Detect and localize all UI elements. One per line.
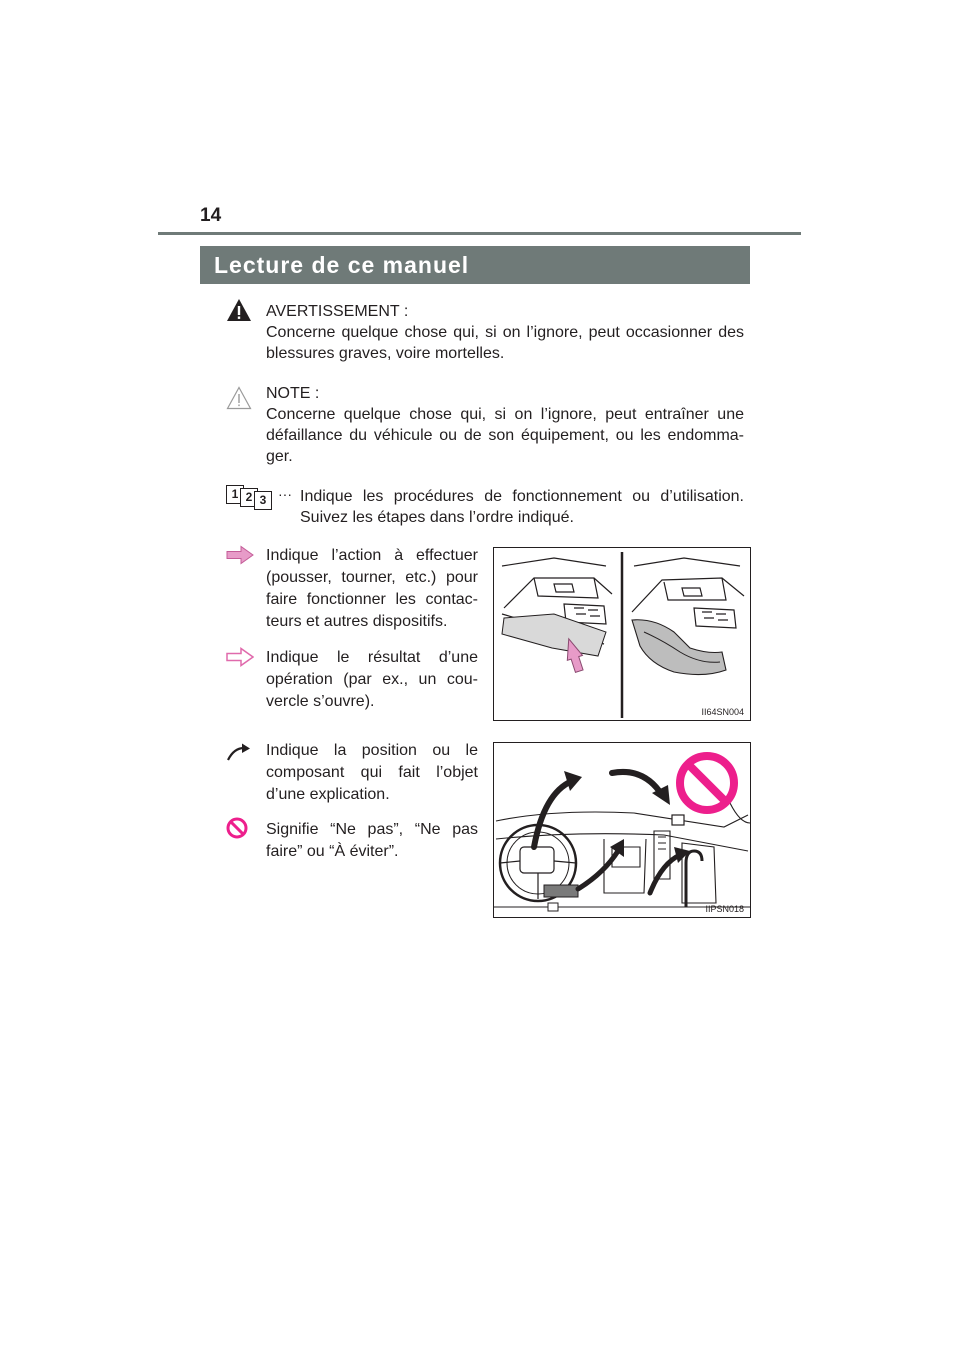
note-text: Concerne quelque chose qui, si on l’ignore, peut entraîner une défaillance du véhicule ou de son équipement, ou les endomma-ger.	[266, 406, 744, 465]
prohibition-icon	[226, 817, 248, 839]
warning-triangle-icon	[226, 298, 252, 322]
position-text: Indique la position ou le composant qui fait l’objet d’une explication.	[266, 742, 478, 803]
warning-entry	[266, 301, 744, 364]
step-numbers-icon	[226, 485, 276, 509]
top-rule	[158, 232, 801, 235]
step-number-1: 1	[226, 485, 244, 504]
warning-text: Concerne quelque chose qui, si on l’ignore, peut occasionner des blessures graves, voire mortelles.	[266, 324, 744, 362]
action-text: Indique l’action à effectuer (pousser, tourner, etc.) pour faire fonctionner les contac-teurs et autres dispositifs.	[266, 547, 478, 630]
curved-arrow-icon	[226, 742, 252, 762]
page-number: 14	[200, 205, 222, 226]
note-title: NOTE :	[266, 385, 320, 402]
step-number-2: 2	[240, 488, 258, 507]
overhead-console-illustration	[494, 548, 750, 720]
overhead-figure-code: II64SN004	[701, 707, 744, 717]
solid-arrow-icon	[226, 545, 254, 565]
overhead-console-figure	[493, 547, 751, 721]
result-text: Indique le résultat d’une opération (par ex., un cou-vercle s’ouvre).	[266, 649, 478, 710]
section-title: Lecture de ce manuel	[214, 252, 470, 278]
step-number-3: 3	[254, 491, 272, 510]
prohibited-text: Signifie “Ne pas”, “Ne pas faire” ou “À éviter”.	[266, 821, 478, 860]
dashboard-figure-code: IIPSN018	[705, 904, 744, 914]
step-ellipsis: ···	[278, 486, 292, 502]
warning-title: AVERTISSEMENT :	[266, 303, 409, 320]
outline-arrow-icon	[226, 647, 254, 667]
dashboard-figure	[493, 742, 751, 918]
dashboard-illustration	[494, 743, 750, 917]
note-triangle-icon	[226, 386, 252, 410]
section-banner	[200, 246, 750, 284]
note-entry	[266, 383, 744, 467]
steps-text: Indique les procédures de fonctionnement ou d’utilisation. Suivez les étapes dans l’ordre indiqué.	[300, 488, 744, 526]
